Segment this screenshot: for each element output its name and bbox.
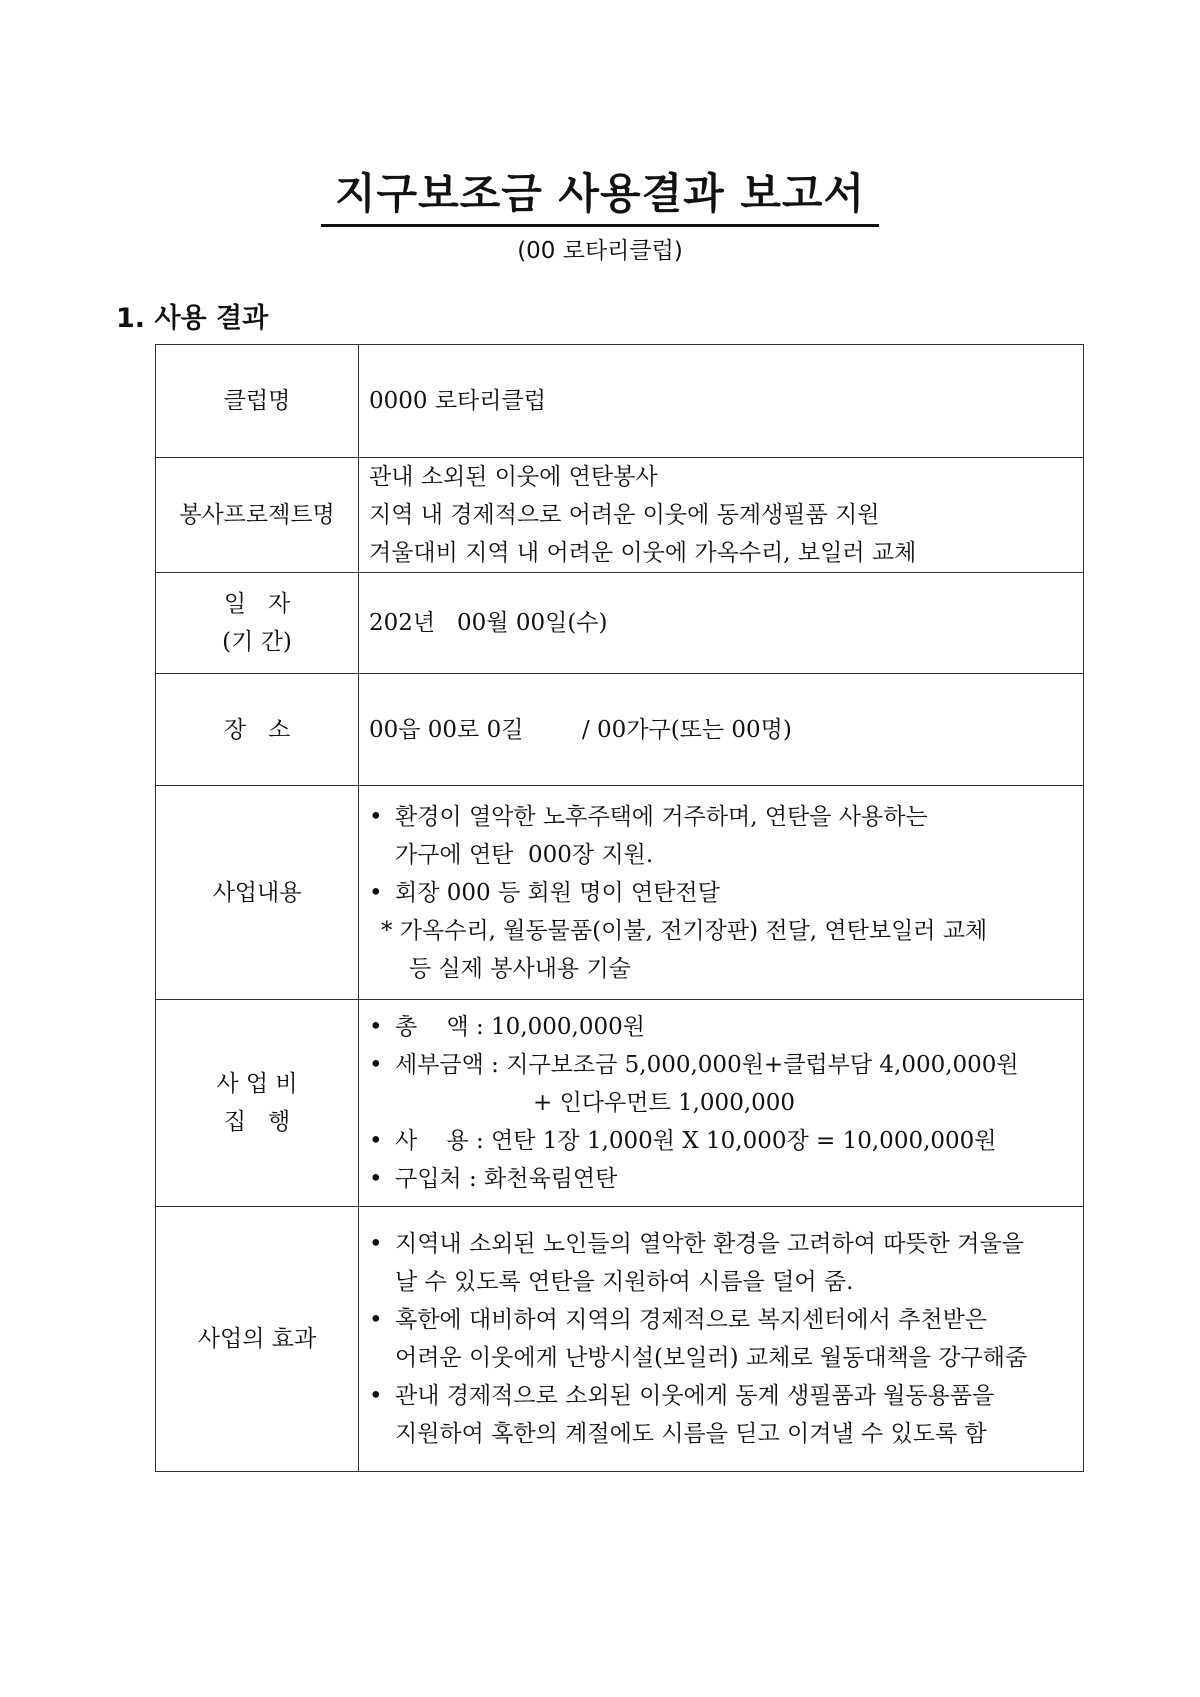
budget-vendor: • 구입처 : 화천육림연탄 bbox=[369, 1160, 1073, 1198]
effect-bullet: • 지역내 소외된 노인들의 열악한 환경을 고려하여 따뜻한 겨울을 bbox=[369, 1225, 1073, 1263]
date-label-line1: 일 자 bbox=[223, 591, 291, 617]
bullet-dot: • bbox=[369, 879, 383, 906]
project-line: 지역 내 경제적으로 어려운 이웃에 동계생필품 지원 bbox=[369, 502, 880, 528]
budget-label-line1: 사 업 비 bbox=[216, 1071, 298, 1097]
content-label: 사업내용 bbox=[156, 786, 359, 1000]
project-line: 관내 소외된 이웃에 연탄봉사 bbox=[369, 464, 658, 490]
date-value: 202년 00월 00일(수) bbox=[359, 573, 1084, 674]
budget-label bbox=[156, 1000, 359, 1207]
effect-bullet: • 관내 경제적으로 소외된 이웃에게 동계 생필품과 월동용품을 bbox=[369, 1377, 1073, 1415]
content-bullet: • 회장 000 등 회원 명이 연탄전달 bbox=[369, 874, 1073, 912]
bullet-dot: • bbox=[369, 1052, 383, 1078]
row-date bbox=[156, 573, 1084, 674]
effect-value bbox=[359, 1207, 1084, 1472]
budget-total: • 총 액 : 10,000,000원 bbox=[369, 1008, 1073, 1046]
effect-bullet: • 혹한에 대비하여 지역의 경제적으로 복지센터에서 추천받은 bbox=[369, 1301, 1073, 1339]
club-value: 0000 로타리클럽 bbox=[359, 345, 1084, 458]
result-table bbox=[155, 344, 1084, 1472]
bullet-dot: • bbox=[369, 803, 383, 830]
club-label: 클럽명 bbox=[156, 345, 359, 458]
bullet-dot: • bbox=[369, 1383, 383, 1409]
row-effect bbox=[156, 1207, 1084, 1472]
effect-bullet-cont: 날 수 있도록 연탄을 지원하여 시름을 덜어 줌. bbox=[395, 1269, 854, 1295]
place-label: 장 소 bbox=[156, 674, 359, 786]
row-content bbox=[156, 786, 1084, 1000]
budget-breakdown-cont: + 인다우먼트 1,000,000 bbox=[533, 1090, 796, 1116]
project-line: 겨울대비 지역 내 어려운 이웃에 가옥수리, 보일러 교체 bbox=[369, 540, 917, 566]
date-label-line2: (기 간) bbox=[222, 629, 292, 655]
document-title: 지구보조금 사용결과 보고서 bbox=[321, 170, 879, 227]
bullet-dot: • bbox=[369, 1231, 383, 1257]
content-value bbox=[359, 786, 1084, 1000]
budget-label-line2: 집 행 bbox=[223, 1109, 291, 1135]
date-label bbox=[156, 573, 359, 674]
row-project bbox=[156, 458, 1084, 573]
budget-value bbox=[359, 1000, 1084, 1207]
content-bullet-cont: 가구에 연탄 000장 지원. bbox=[395, 841, 654, 868]
title-container bbox=[0, 170, 1200, 227]
effect-bullet-cont: 지원하여 혹한의 계절에도 시름을 딛고 이겨낼 수 있도록 함 bbox=[395, 1421, 987, 1447]
project-label: 봉사프로젝트명 bbox=[156, 458, 359, 573]
row-budget bbox=[156, 1000, 1084, 1207]
document-subtitle: (00 로타리클럽) bbox=[517, 238, 683, 264]
content-note: * 가옥수리, 월동물품(이불, 전기장판) 전달, 연탄보일러 교체 bbox=[381, 917, 988, 944]
effect-label: 사업의 효과 bbox=[156, 1207, 359, 1472]
budget-breakdown: • 세부금액 : 지구보조금 5,000,000원+클럽부담 4,000,000원 bbox=[369, 1046, 1073, 1084]
content-bullet: • 환경이 열악한 노후주택에 거주하며, 연탄을 사용하는 bbox=[369, 798, 1073, 836]
content-note-cont: 등 실제 봉사내용 기술 bbox=[409, 955, 631, 982]
place-value: 00읍 00로 0길 / 00가구(또는 00명) bbox=[359, 674, 1084, 786]
bullet-dot: • bbox=[369, 1014, 383, 1040]
row-club bbox=[156, 345, 1084, 458]
bullet-dot: • bbox=[369, 1166, 383, 1192]
effect-bullet-cont: 어려운 이웃에게 난방시설(보일러) 교체로 월동대책을 강구해줌 bbox=[395, 1345, 1028, 1371]
bullet-dot: • bbox=[369, 1307, 383, 1333]
bullet-dot: • bbox=[369, 1128, 383, 1154]
row-place bbox=[156, 674, 1084, 786]
budget-usage: • 사 용 : 연탄 1장 1,000원 X 10,000장 = 10,000,000원 bbox=[369, 1122, 1073, 1160]
project-value bbox=[359, 458, 1084, 573]
section-heading: 1. 사용 결과 bbox=[116, 303, 269, 334]
